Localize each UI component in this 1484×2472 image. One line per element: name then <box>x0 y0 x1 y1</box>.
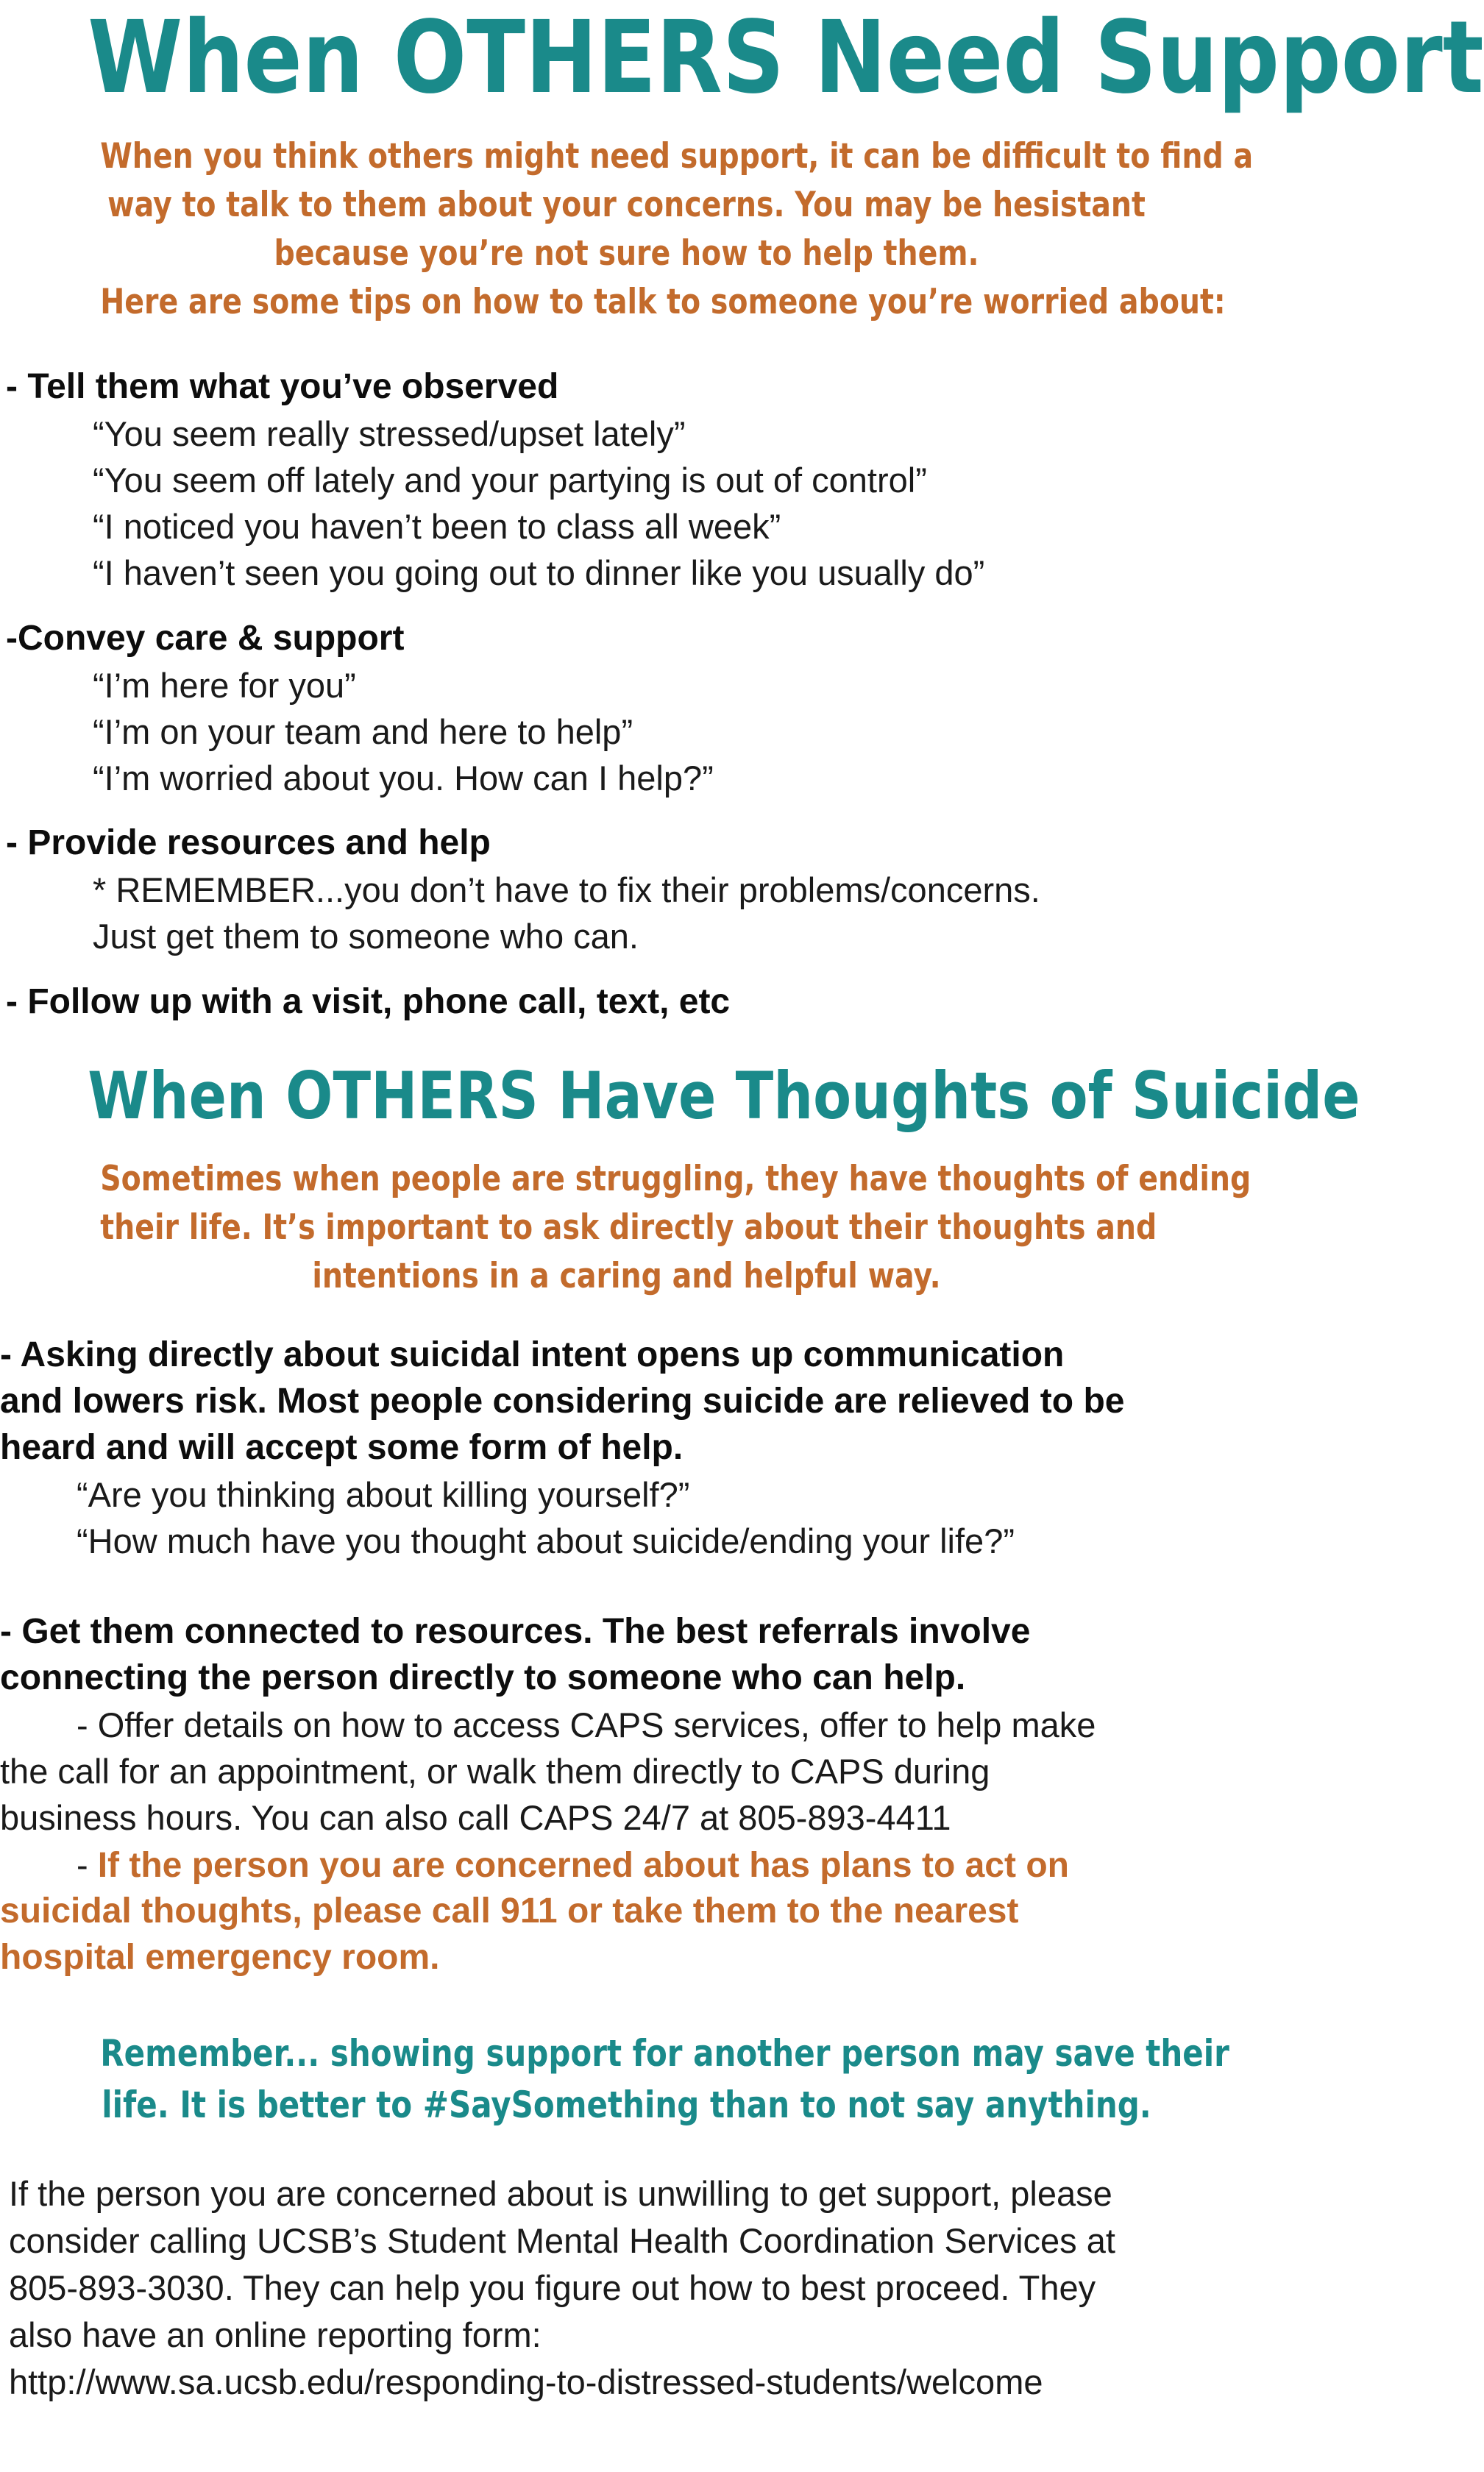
emergency-line <box>77 1841 1069 1889</box>
section2-intro <box>100 1155 1252 1301</box>
intro-line: When you think others might need support, it can be difficult to find a <box>100 136 1254 177</box>
footer-line: If the person you are concerned about is unwilling to get support, please <box>9 2174 1112 2213</box>
footer-line: 805-893-3030. They can help you figure out how to best proceed. They <box>9 2268 1096 2307</box>
asking-line: heard and will accept some form of help. <box>0 1428 684 1467</box>
section2-title: When OTHERS Have Thoughts of Suicide <box>88 1058 1360 1134</box>
emergency-dash: - <box>77 1845 98 1884</box>
asking-line: and lowers risk. Most people considering suicide are relieved to be <box>0 1382 1125 1421</box>
tip-heading-follow-up: - Follow up with a visit, phone call, text, etc <box>6 982 731 1021</box>
connect-line: connecting the person directly to someone who can help. <box>0 1658 966 1697</box>
asking-quote: “How much have you thought about suicide/ending your life?” <box>77 1521 1015 1560</box>
emergency-line: hospital emergency room. <box>0 1938 440 1977</box>
tip-quote: “I’m worried about you. How can I help?” <box>93 759 714 798</box>
asking-line: - Asking directly about suicidal intent opens up communication <box>0 1335 1065 1374</box>
intro-line: way to talk to them about your concerns. You may be hesistant <box>107 185 1146 225</box>
intro-line: Here are some tips on how to talk to someone you’re worried about: <box>100 282 1226 322</box>
emergency-line: suicidal thoughts, please call 911 or take them to the nearest <box>0 1892 1019 1931</box>
connect-detail: business hours. You can also call CAPS 24/7 at 805-893-4411 <box>0 1798 951 1837</box>
intro-line: intentions in a caring and helpful way. <box>312 1256 941 1296</box>
intro-line: their life. It’s important to ask directly about their thoughts and <box>100 1207 1157 1248</box>
connect-detail: the call for an appointment, or walk them directly to CAPS during <box>0 1752 990 1791</box>
section1-title: When OTHERS Need Support <box>88 0 1484 116</box>
asking-quote: “Are you thinking about killing yourself?” <box>77 1475 690 1514</box>
emergency-text: If the person you are concerned about has plans to act on <box>97 1846 1069 1885</box>
section1-intro <box>100 132 1254 327</box>
tip-heading-care: -Convey care & support <box>6 619 405 658</box>
tip-heading-resources: - Provide resources and help <box>6 823 491 862</box>
tip-quote: “You seem off lately and your partying is out of control” <box>93 461 927 500</box>
intro-line: because you’re not sure how to help them. <box>274 233 979 274</box>
tip-quote: “I noticed you haven’t been to class all week” <box>93 507 781 546</box>
connect-detail: - Offer details on how to access CAPS services, offer to help make <box>77 1705 1096 1744</box>
remember-line: Remember... showing support for another person may save their <box>100 2032 1229 2075</box>
tip-quote: Just get them to someone who can. <box>93 917 639 956</box>
tip-quote: “I haven’t seen you going out to dinner like you usually do” <box>93 553 985 592</box>
remember-line: life. It is better to #SaySomething than to not say anything. <box>102 2084 1151 2126</box>
remember-message <box>100 2028 1229 2131</box>
tip-heading-observed: - Tell them what you’ve observed <box>6 367 559 406</box>
footer-note <box>9 2170 1115 2406</box>
connect-line: - Get them connected to resources. The best referrals involve <box>0 1612 1031 1651</box>
tip-quote: “You seem really stressed/upset lately” <box>93 414 686 453</box>
footer-line: also have an online reporting form: <box>9 2315 542 2354</box>
reporting-form-link[interactable]: http://www.sa.ucsb.edu/responding-to-distressed-students/welcome <box>9 2362 1043 2401</box>
tip-quote: “I’m here for you” <box>93 666 356 705</box>
intro-line: Sometimes when people are struggling, they have thoughts of ending <box>100 1159 1252 1199</box>
tip-quote: * REMEMBER...you don’t have to fix their problems/concerns. <box>93 870 1040 909</box>
tip-quote: “I’m on your team and here to help” <box>93 712 633 751</box>
footer-line: consider calling UCSB’s Student Mental Health Coordination Services at <box>9 2221 1115 2260</box>
